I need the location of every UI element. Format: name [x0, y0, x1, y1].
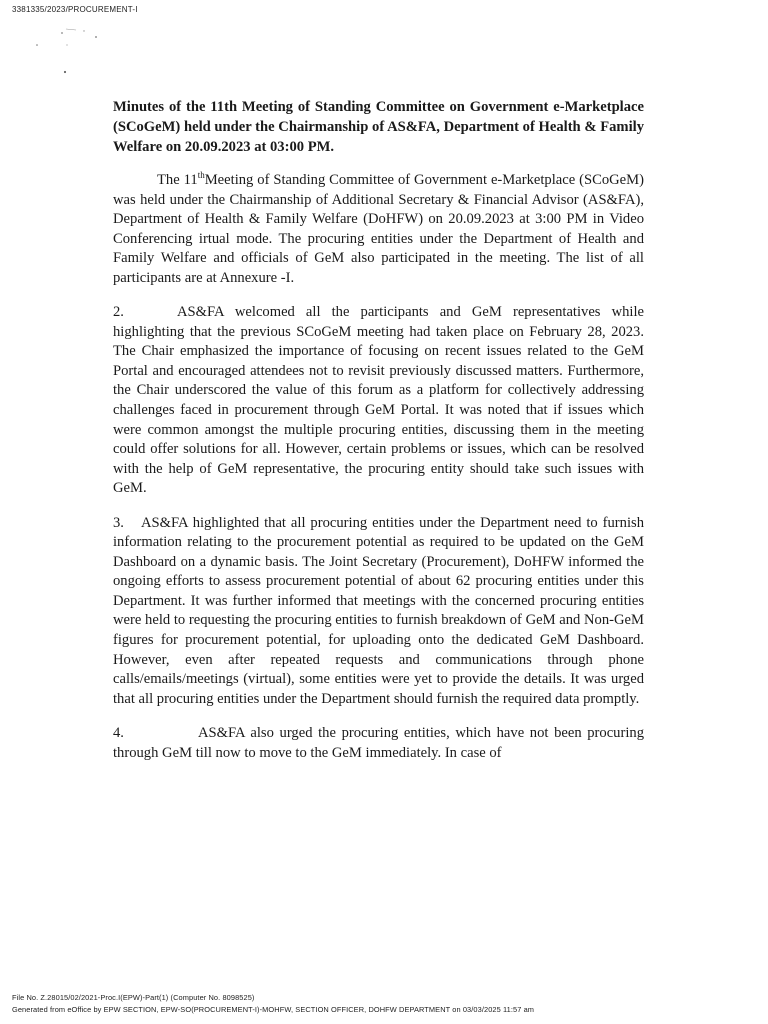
- paragraph-2-number: 2.: [113, 304, 124, 321]
- paragraph-3-text: AS&FA highlighted that all procuring entities under the Department need to furnish information relating to the procurement potential as required to be updated on the GeM Dashboard on a dynamic basis. The Joint Secretary (Procurement), DoHFW informed the ongoing efforts to assess procurement potential of about 62 procuring entities under this Department. It was further informed that meetings with the concerned procuring entities were held to requesting the procuring entities to furnish breakdown of GeM and Non-GeM figures for procurement potential, for uploading onto the dedicated GeM Dashboard. However, even after repeated requests and communications through phone calls/emails/meetings (virtual), some entities were yet to provide the details. It was urged that all procuring entities under the Department should furnish the required data promptly.: [113, 514, 644, 707]
- paragraph-4-number: 4.: [113, 724, 124, 741]
- paragraph-1: [113, 171, 644, 289]
- p1-text: Meeting of Standing Committee of Government e-Marketplace (SCoGeM) was held under the Chairmanship of Additional Secretary & Financial Advisor (AS&FA), Department of Health & Family Welfare (DoHFW) on 20.09.2023 at 3:00 PM in Video Conferencing irtual mode. The procuring entities under the Department of Health and Family Welfare and officials of GeM also participated in the meeting. The list of all participants are at Annexure -I.: [113, 172, 644, 286]
- p1-text-start: The 11: [157, 172, 198, 188]
- scan-specks: [0, 0, 120, 90]
- paragraph-2-text: AS&FA welcomed all the participants and GeM representatives while highlighting that the previous SCoGeM meeting had taken place on February 28, 2023. The Chair emphasized the importance of focusing on recent issues related to the GeM Portal and encouraged attendees not to revisit previously discussed matters. Furthermore, the Chair underscored the value of this forum as a platform for collectively addressing challenges faced in procurement through GeM Portal. It was noted that if issues which were common amongst the multiple procuring entities, discussing them in the meeting could offer solutions for all. However, certain problems or issues, which can be resolved with the help of GeM representative, the procuring entity should take such issues with GeM.: [113, 304, 644, 497]
- paragraph-3-number: 3.: [113, 514, 124, 531]
- footer-file-number: File No. Z.28015/02/2021-Proc.I(EPW)-Part(1) (Computer No. 8098525): [12, 993, 255, 1002]
- file-reference: 3381335/2023/PROCUREMENT-I: [12, 5, 138, 14]
- footer-generated-line: Generated from eOffice by EPW SECTION, EPW-SO(PROCUREMENT-I)-MOHFW, SECTION OFFICER, DOHFW DEPARTMENT on 03/03/2025 11:57 am: [12, 1005, 535, 1014]
- paragraph-4-text: AS&FA also urged the procuring entities, which have not been procuring through GeM till now to move to the GeM immediately. In case of: [113, 724, 644, 761]
- p1-superscript: th: [197, 170, 205, 181]
- footer: [12, 992, 534, 1016]
- document-title: Minutes of the 11th Meeting of Standing Committee on Government e-Marketplace (SCoGeM) held under the Chairmanship of AS&FA, Department of Health & Family Welfare on 20.09.2023 at 03:00 PM.: [113, 99, 644, 155]
- paragraph-4: [113, 724, 644, 763]
- paragraph-3: [113, 514, 644, 710]
- document-body: [113, 97, 644, 778]
- paragraph-2: [113, 303, 644, 499]
